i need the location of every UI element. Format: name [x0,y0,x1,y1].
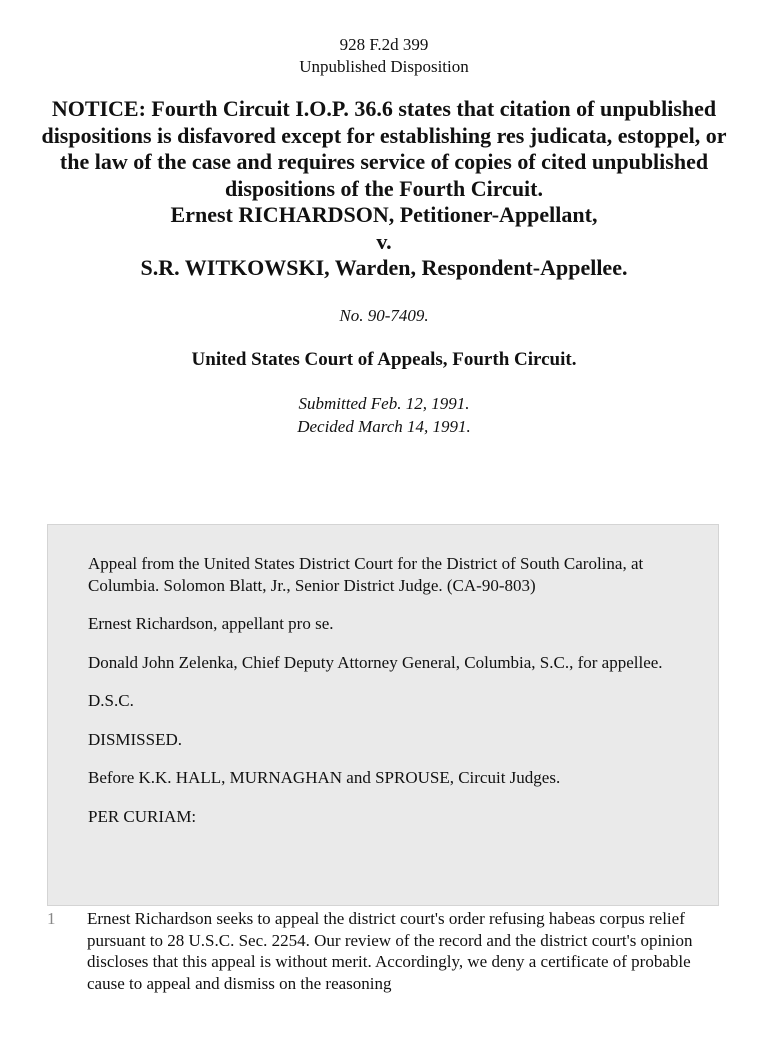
submitted-date: Submitted Feb. 12, 1991. [298,393,470,413]
district-text: D.S.C. [88,691,134,710]
paragraph-number: 1 [47,909,56,928]
appeal-from-text: Appeal from the United States District Court for the District of South Carolina, at Columbia. Solomon Blatt, Jr., Senior District Judge. (CA-90-803) [88,554,644,595]
court-name: United States Court of Appeals, Fourth Circuit. [191,348,577,370]
case-parties [40,202,728,282]
notice-text: NOTICE: Fourth Circuit I.O.P. 36.6 states that citation of unpublished dispositions is disfavored except for establishing res judicata, estoppel, or the law of the case and requires service of copies of cited unpublished dispositions of the Fourth Circuit. [41,96,727,201]
case-dates [0,392,768,438]
decided-date: Decided March 14, 1991. [297,416,471,436]
document-header [0,34,768,78]
appellee-counsel-text: Donald John Zelenka, Chief Deputy Attorney General, Columbia, S.C., for appellee. [88,652,663,672]
appellant-counsel-text: Ernest Richardson, appellant pro se. [88,614,334,633]
disposition-label: Unpublished Disposition [299,57,469,76]
docket-number: No. 90-7409. [339,305,429,325]
paragraph-text: Ernest Richardson seeks to appeal the district court's order refusing habeas corpus relief pursuant to 28 U.S.C. Sec. 2254. Our review of the record and the district court's opinion discloses that this appeal is without merit. Accordingly, we deny a certificate of probable cause to appeal and dismiss on the reasoning [87,909,693,993]
case-summary-box [47,524,719,906]
appellant-name: Ernest RICHARDSON, Petitioner-Appellant, [170,202,598,227]
per-curiam-text: PER CURIAM: [88,806,197,826]
disposition-text: DISMISSED. [88,729,182,749]
panel-text: Before K.K. HALL, MURNAGHAN and SPROUSE, Circuit Judges. [88,768,561,787]
case-citation: 928 F.2d 399 [339,35,429,54]
versus-label: v. [376,228,392,254]
appellee-name: S.R. WITKOWSKI, Warden, Respondent-Appellee. [140,255,628,280]
